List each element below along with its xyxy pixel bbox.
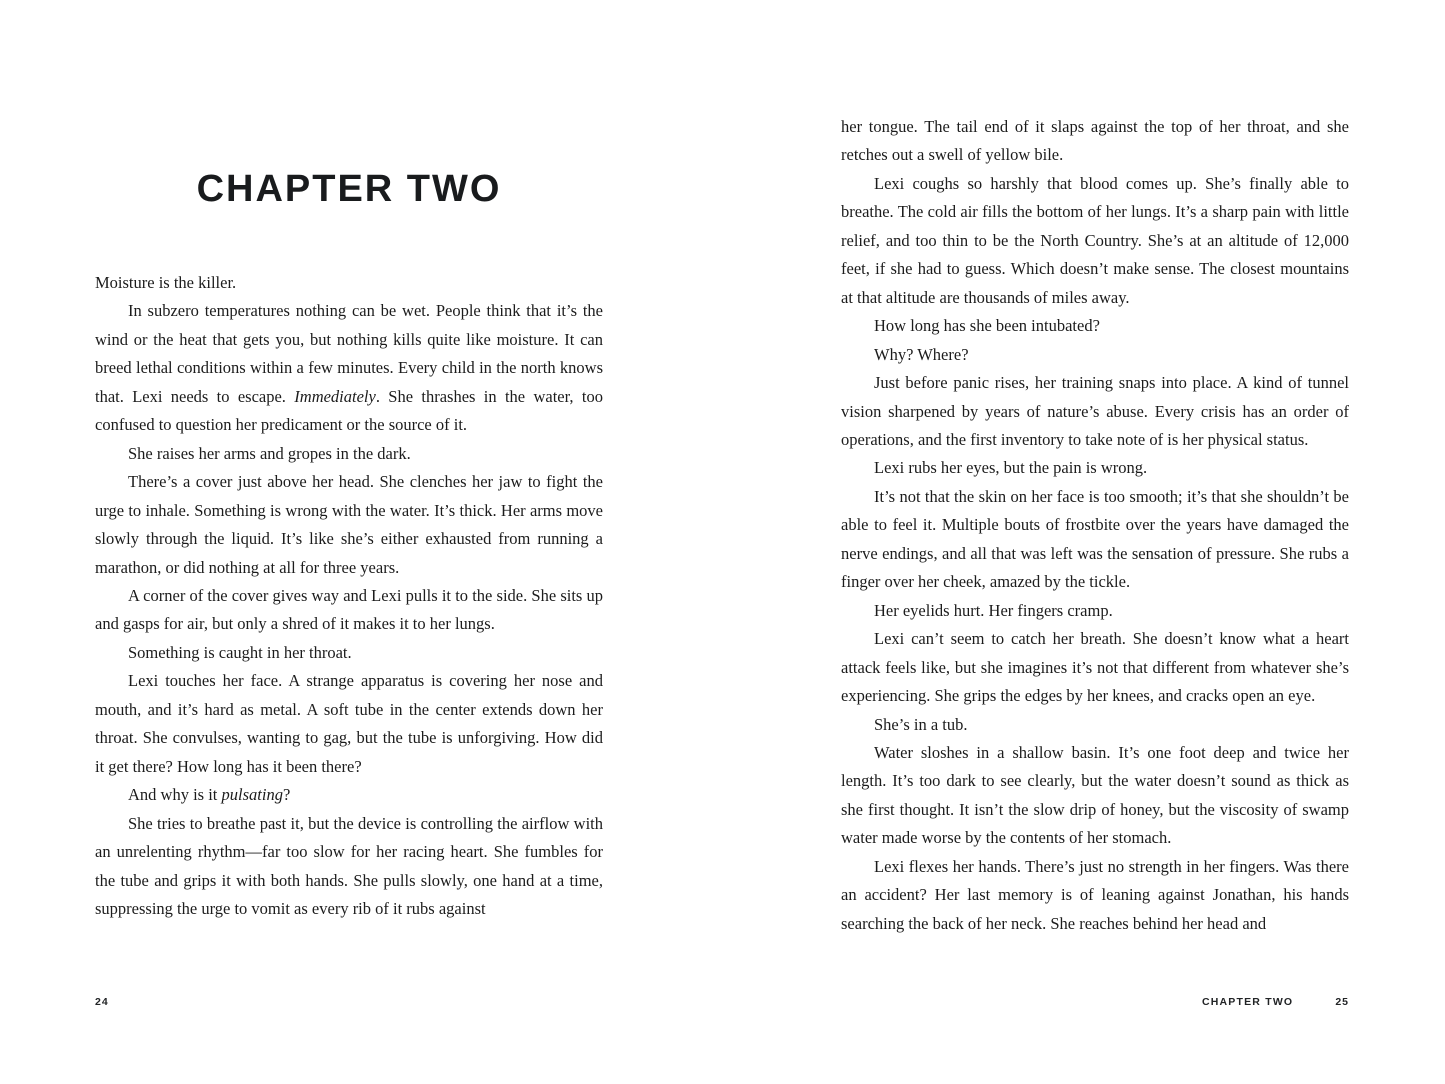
text-run: Lexi rubs her eyes, but the pain is wrong.	[874, 458, 1148, 478]
text-run: Lexi can’t seem to catch her breath. She doesn’t know what a heart attack feels like, but she imagines it’s not that different from whatever she’s experiencing. She grips the edges by her knees, and cracks open an eye.	[841, 629, 1349, 706]
paragraph	[841, 170, 1349, 312]
paragraph	[841, 341, 1349, 369]
text-run: Lexi coughs so harshly that blood comes up. She’s finally able to breathe. The cold air fills the bottom of her lungs. It’s a sharp pain with little relief, and too thin to be the North Country. She’s at an altitude of 12,000 feet, if she had to guess. Which doesn’t make sense. The closest mountains at that altitude are thousands of miles away.	[841, 173, 1349, 307]
text-run: It’s not that the skin on her face is too smooth; it’s that she shouldn’t be able to feel it. Multiple bouts of frostbite over the years have damaged the nerve endings, and all that was left was the sensation of pressure. She rubs a finger over her cheek, amazed by the tickle.	[841, 486, 1349, 592]
paragraph	[95, 269, 603, 297]
left-page-footer	[95, 996, 603, 1008]
paragraph	[841, 454, 1349, 482]
left-page-body	[95, 269, 603, 923]
paragraph	[841, 369, 1349, 454]
text-run: How long has she been intubated?	[874, 316, 1100, 336]
text-run: A corner of the cover gives way and Lexi pulls it to the side. She sits up and gasps for air, but only a shred of it makes it to her lungs.	[95, 585, 603, 634]
paragraph	[841, 483, 1349, 597]
text-run: Moisture is the killer.	[95, 273, 237, 292]
text-run: There’s a cover just above her head. She clenches her jaw to fight the urge to inhale. Something is wrong with the water. It’s thick. Her arms move slowly through the liquid. It’s like she’s either exhausted from running a marathon, or did nothing at all for three years.	[95, 472, 603, 577]
paragraph	[841, 853, 1349, 938]
paragraph	[841, 113, 1349, 170]
text-run: Her eyelids hurt. Her fingers cramp.	[874, 600, 1113, 620]
text-run: Something is caught in her throat.	[128, 642, 352, 662]
text-run: In subzero temperatures nothing can be wet. People think that it’s the wind or the heat that gets you, but nothing kills quite like moisture. It can breed lethal conditions within a few minutes. Every child in the north knows that. Lexi needs to escape.	[95, 301, 603, 406]
text-run: Water sloshes in a shallow basin. It’s one foot deep and twice her length. It’s too dark to see clearly, but the water doesn’t sound as thick as she first thought. It isn’t the slow drip of honey, but the viscosity of swamp water made worse by the contents of her stomach.	[841, 742, 1349, 848]
paragraph	[841, 597, 1349, 625]
italic-text-run: pulsating	[221, 785, 283, 805]
text-run: She’s in a tub.	[874, 714, 968, 734]
text-run: Just before panic rises, her training snaps into place. A kind of tunnel vision sharpened by years of nature’s abuse. Every crisis has an order of operations, and the first inventory to take note of is her physical status.	[841, 373, 1349, 449]
paragraph	[841, 312, 1349, 340]
text-run: Why? Where?	[874, 344, 969, 364]
paragraph	[95, 810, 603, 924]
page-left	[95, 0, 603, 1084]
text-run: She raises her arms and gropes in the dark.	[128, 443, 411, 463]
paragraph	[95, 667, 603, 781]
text-run: Lexi flexes her hands. There’s just no strength in her fingers. Was there an accident? Her last memory is of leaning against Jonathan, his hands searching the back of her neck. She reaches behind her head and	[841, 856, 1349, 933]
paragraph	[95, 297, 603, 439]
text-run: Lexi touches her face. A strange apparatus is covering her nose and mouth, and it’s hard as metal. A soft tube in the center extends down her throat. She convulses, wanting to gag, but the tube is unforgiving. How did it get there? How long has it been there?	[95, 671, 603, 776]
page-number-left: 24	[95, 996, 109, 1008]
page-number-right: 25	[1335, 996, 1349, 1008]
paragraph	[95, 440, 603, 468]
text-run: ?	[282, 785, 291, 805]
chapter-heading: CHAPTER TWO	[196, 168, 502, 210]
text-run: . She thrashes in the water, too confused to question her predicament or the source of it.	[95, 386, 603, 435]
paragraph	[95, 468, 603, 582]
italic-text-run: Immediately	[294, 386, 376, 406]
text-run: And why is it	[128, 785, 222, 805]
text-run: She tries to breathe past it, but the device is controlling the airflow with an unrelenting rhythm—far too slow for her racing heart. She fumbles for the tube and grips it with both hands. She pulls slowly, one hand at a time, suppressing the urge to vomit as every rib of it rubs against	[95, 813, 603, 918]
paragraph	[95, 582, 603, 639]
right-page-body	[841, 113, 1349, 938]
page-right	[841, 0, 1349, 1084]
paragraph	[95, 639, 603, 667]
text-run: her tongue. The tail end of it slaps against the top of her throat, and she retches out a swell of yellow bile.	[841, 117, 1349, 165]
paragraph	[841, 739, 1349, 853]
paragraph	[95, 781, 603, 809]
right-page-footer	[841, 996, 1349, 1008]
paragraph	[841, 625, 1349, 710]
paragraph	[841, 711, 1349, 739]
running-chapter-label: CHAPTER TWO	[1201, 996, 1294, 1008]
